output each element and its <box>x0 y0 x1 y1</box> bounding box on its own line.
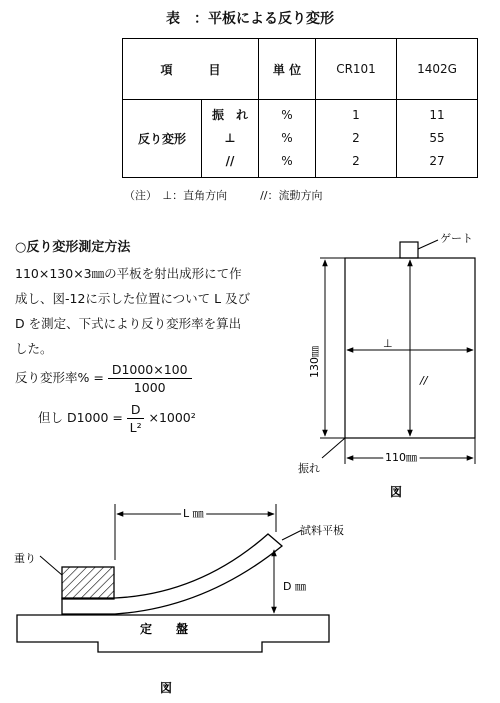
parallel-label: // <box>420 374 428 387</box>
fig2-caption: 図 <box>160 681 173 695</box>
formula1-lhs: 反り変形率% = <box>15 370 104 385</box>
unit-cell: % <box>281 154 293 168</box>
unit-cell: % <box>281 131 293 145</box>
1402g-cell: 27 <box>429 154 445 168</box>
method-line: 成し、図-12に示した位置について L 及び <box>15 291 251 306</box>
sample-label: 試料平板 <box>300 524 344 537</box>
weight-leader <box>40 556 62 575</box>
item-runout: 振 れ <box>211 108 248 122</box>
method-line: D を測定、下式により反り変形率を算出 <box>15 316 242 331</box>
gate-leader <box>418 240 438 249</box>
weight-label: 重り <box>14 552 36 565</box>
formula2-rhs: ×1000² <box>148 410 196 425</box>
formula2-lhs: 但し D1000 = <box>38 410 123 425</box>
unit-cell: % <box>281 108 293 122</box>
method-line: した。 <box>15 341 53 356</box>
d-label: D ㎜ <box>283 580 306 593</box>
fig1-caption: 図 <box>390 485 403 499</box>
formula2-numerator: D <box>127 402 145 419</box>
cr101-cell: 2 <box>352 131 360 145</box>
runout-leader <box>322 438 345 458</box>
runout-label: 振れ <box>298 462 320 475</box>
length-label: L ㎜ <box>183 507 204 520</box>
table-title: 表 ：平板による反り変形 <box>166 11 334 27</box>
method-heading: ○反り変形測定方法 <box>15 240 131 255</box>
gate-label: ゲート <box>440 232 473 245</box>
method-line: 110×130×3㎜の平板を射出成形にて作 <box>15 266 242 281</box>
1402g-cell: 11 <box>429 108 445 122</box>
gate-tab <box>400 242 418 258</box>
item-perpendicular: ⊥ <box>224 131 236 145</box>
table-note: （注） ⊥：直角方向 //：流動方向 <box>124 189 323 202</box>
header-1402g: 1402G <box>397 39 478 100</box>
width-label: 110㎜ <box>385 451 417 464</box>
cr101-cell: 2 <box>352 154 360 168</box>
height-label: 130㎜ <box>308 346 321 378</box>
formula1-numerator: D1000×100 <box>108 362 192 379</box>
header-cr101: CR101 <box>316 39 397 100</box>
perp-label: ⊥ <box>383 337 393 350</box>
1402g-cell: 55 <box>429 131 445 145</box>
surface-label: 定 盤 <box>140 622 189 636</box>
formula1-denominator: 1000 <box>133 380 166 395</box>
item-parallel: // <box>225 154 235 168</box>
sample-leader <box>282 530 302 540</box>
row-label: 反り変形 <box>123 100 202 178</box>
header-unit: 単 位 <box>259 39 316 100</box>
header-item: 項 目 <box>123 39 259 100</box>
weight-block <box>62 567 114 599</box>
formula2-denominator: L² <box>129 420 142 435</box>
cr101-cell: 1 <box>352 108 360 122</box>
